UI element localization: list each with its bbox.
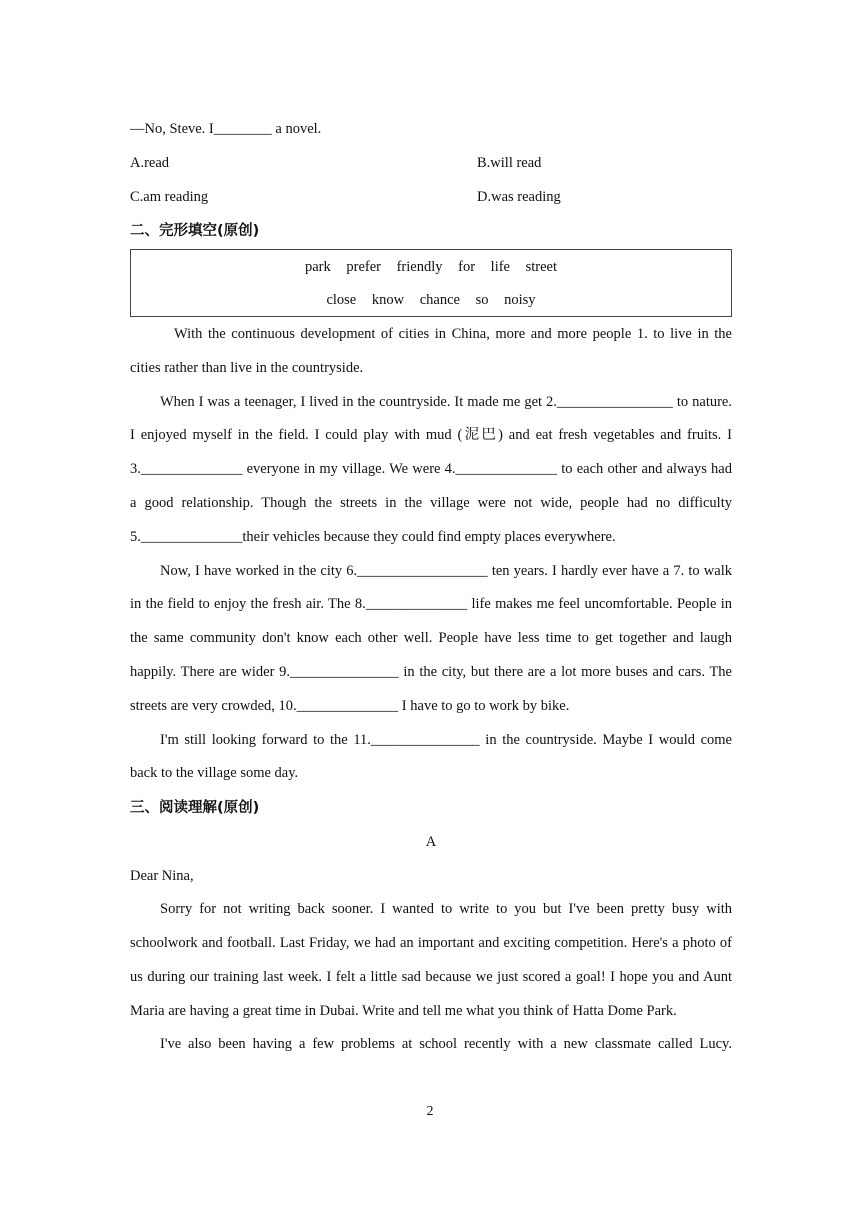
document-page xyxy=(130,112,732,1062)
option-b: B.will read xyxy=(477,155,542,171)
section-3-title: 三、阅读理解(原创) xyxy=(130,800,260,817)
options-row-2 xyxy=(130,180,732,214)
section-2-title: 二、完形填空(原创) xyxy=(130,223,260,239)
letter-paragraph-2: I've also been having a few problems at school recently with a new classmate called Lucy. xyxy=(160,1036,732,1053)
letter-greeting: Dear Nina, xyxy=(130,868,194,885)
question-tail: —No, Steve. I________ a novel. xyxy=(130,121,322,137)
cloze-paragraph-1: With the continuous development of cities in China, more and more people 1. to live in the cities rather than live in the countryside. xyxy=(130,326,732,376)
passage-label: A xyxy=(425,834,437,851)
word-box xyxy=(130,249,732,317)
option-c: C.am reading xyxy=(130,189,209,205)
option-a: A.read xyxy=(130,155,170,171)
word-box-row-1: park prefer friendly for life street xyxy=(304,259,558,275)
word-box-row-2: close know chance so noisy xyxy=(326,292,536,308)
cloze-paragraph-4: I'm still looking forward to the 11._______________ in the countryside. Maybe I would come back to the village some day. xyxy=(130,731,732,782)
option-d: D.was reading xyxy=(477,189,561,205)
options-row-1 xyxy=(130,146,732,180)
page-number: 2 xyxy=(426,1104,434,1119)
cloze-paragraph-3: Now, I have worked in the city 6.__________________ ten years. I hardly ever have a 7. to walk in the field to enjoy the fresh air. The 8.______________ life makes me feel uncomfortable. People in the same community don't know each other well. People have less time to get together and laugh happily. There are wider 9._______________ in the city, but there are a lot more buses and cars. The streets are very crowded, 10.______________ I have to go to work by bike. xyxy=(130,562,732,714)
cloze-paragraph-2: When I was a teenager, I lived in the countryside. It made me get 2.________________ to nature. I enjoyed myself in the field. I could play with mud (泥巴) and eat fresh vegetables and fruits. I 3.______________ everyone in my village. We were 4.______________ to each other and always had a good relationship. Though the streets in the village were not wide, people had no difficulty 5.______________their vehicles because they could find empty places everywhere. xyxy=(130,393,732,545)
letter-paragraph-1: Sorry for not writing back sooner. I wanted to write to you but I've been pretty busy with schoolwork and football. Last Friday, we had an important and exciting competition. Here's a photo of us during our training last week. I felt a little sad because we just scored a goal! I hope you and Aunt Maria are having a great time in Dubai. Write and tell me what you think of Hatta Dome Park. xyxy=(130,901,732,1019)
